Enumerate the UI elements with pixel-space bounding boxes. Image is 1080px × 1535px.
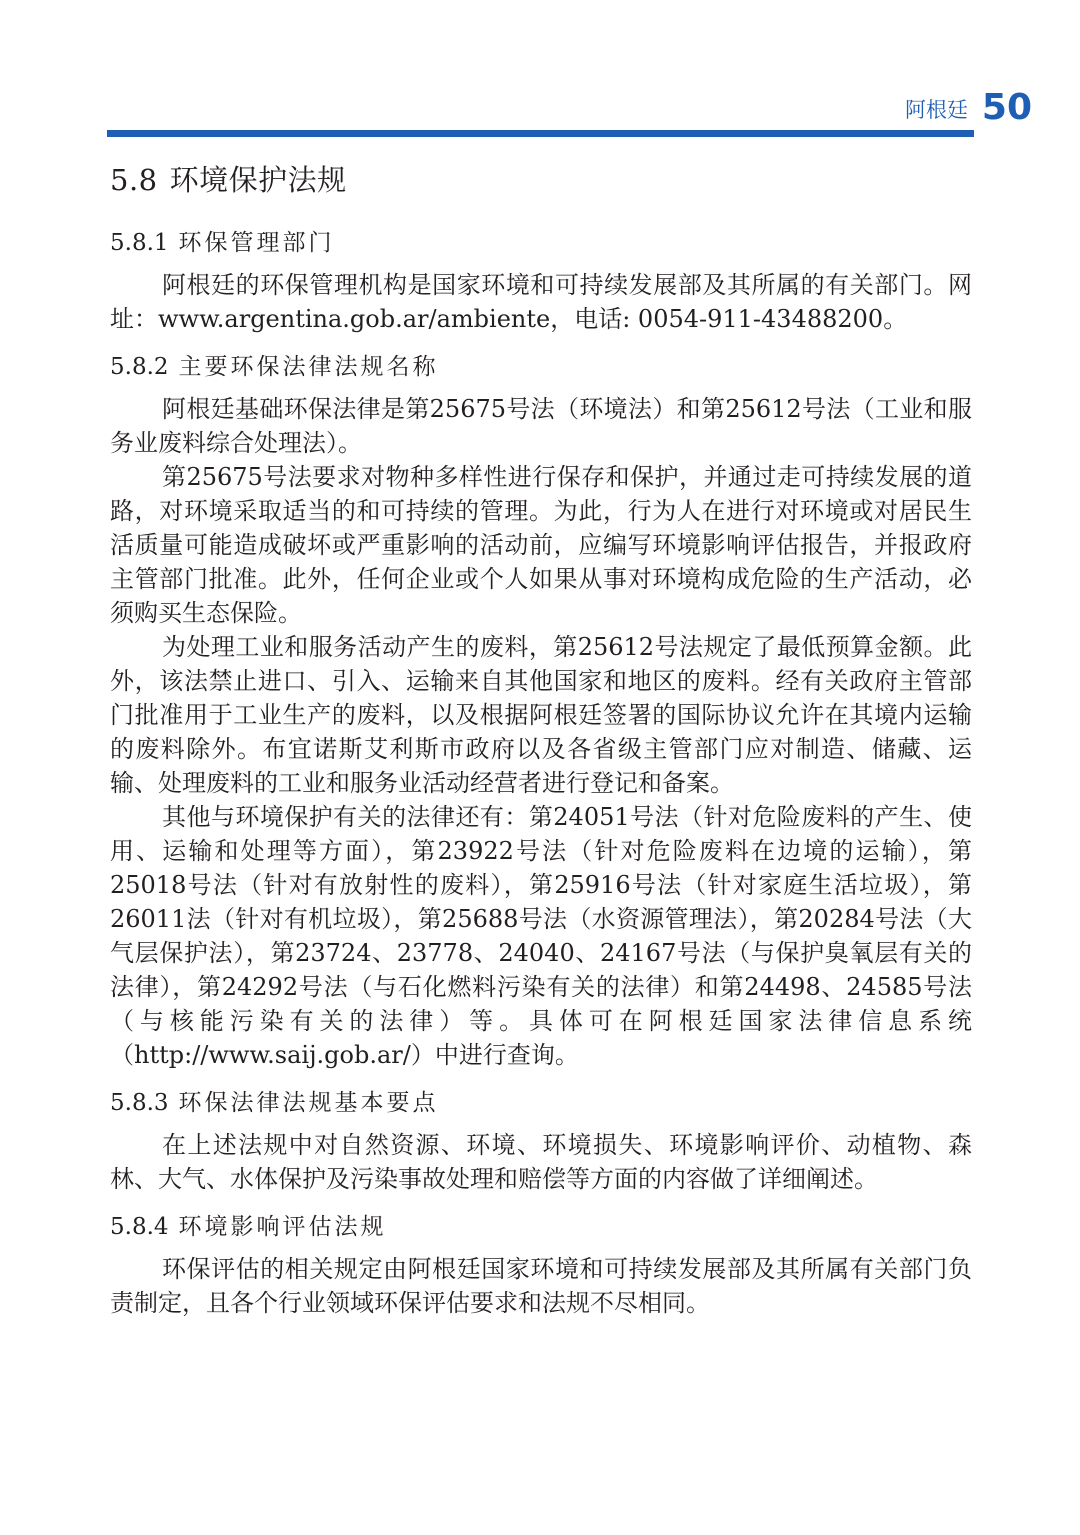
- subsection-heading-5-8-3: [110, 1086, 972, 1120]
- paragraph: 为处理工业和服务活动产生的废料，第25612号法规定了最低预算金额。此外，该法禁止进口、引入、运输来自其他国家和地区的废料。经有关政府主管部门批准用于工业生产的废料，以及根据阿根廷签署的国际协议允许在其境内运输的废料除外。布宜诺斯艾利斯市政府以及各省级主管部门应对制造、储藏、运输、处理废料的工业和服务业活动经营者进行登记和备案。: [110, 633, 972, 797]
- subsection-heading-5-8-4: [110, 1210, 972, 1244]
- section-title-text: 环境保护法规: [169, 163, 347, 197]
- section-number: 5.8: [110, 163, 158, 197]
- subsection-number: 5.8.2: [110, 354, 169, 380]
- subsection-title: 环境影响评估法规: [178, 1214, 387, 1240]
- section-title: [110, 158, 972, 202]
- paragraph: 在上述法规中对自然资源、环境、环境损失、环境影响评价、动植物、森林、大气、水体保护及污染事故处理和赔偿等方面的内容做了详细阐述。: [110, 1131, 972, 1193]
- paragraph: 阿根廷的环保管理机构是国家环境和可持续发展部及其所属的有关部门。网址：www.argentina.gob.ar/ambiente，电话: 0054-911-43488200。: [110, 271, 972, 333]
- subsection-number: 5.8.1: [110, 230, 169, 256]
- header-country-name: 阿根廷: [905, 98, 968, 122]
- paragraph: 第25675号法要求对物种多样性进行保存和保护，并通过走可持续发展的道路，对环境采取适当的和可持续的管理。为此，行为人在进行对环境或对居民生活质量可能造成破坏或严重影响的活动前，应编写环境影响评估报告，并报政府主管部门批准。此外，任何企业或个人如果从事对环境构成危险的生产活动，必须购买生态保险。: [110, 463, 972, 627]
- subsection-title: 主要环保法律法规名称: [178, 354, 439, 380]
- subsection-number: 5.8.3: [110, 1090, 169, 1116]
- subsection-heading-5-8-2: [110, 350, 972, 384]
- paragraph: 其他与环境保护有关的法律还有：第24051号法（针对危险废料的产生、使用、运输和处理等方面），第23922号法（针对危险废料在边境的运输），第25018号法（针对有放射性的废料），第25916号法（针对家庭生活垃圾），第26011法（针对有机垃圾），第25688号法（水资源管理法），第20284号法（大气层保护法），第23724、23778、24040、24167号法（与保护臭氧层有关的法律），第24292号法（与石化燃料污染有关的法律）和第24498、24585号法（与核能污染有关的法律）等。具体可在阿根廷国家法律信息系统（http://www.saij.gob.ar/）中进行查询。: [110, 803, 972, 1069]
- header-divider: [107, 130, 974, 137]
- paragraph: 环保评估的相关规定由阿根廷国家环境和可持续发展部及其所属有关部门负责制定，且各个行业领域环保评估要求和法规不尽相同。: [110, 1255, 972, 1317]
- page-content: [110, 158, 972, 1320]
- paragraph: 阿根廷基础环保法律是第25675号法（环境法）和第25612号法（工业和服务业废料综合处理法）。: [110, 395, 972, 457]
- subsection-heading-5-8-1: [110, 226, 972, 260]
- subsection-number: 5.8.4: [110, 1214, 169, 1240]
- subsection-title: 环保法律法规基本要点: [178, 1090, 439, 1116]
- page-number: 50: [981, 87, 1032, 128]
- subsection-title: 环保管理部门: [178, 230, 335, 256]
